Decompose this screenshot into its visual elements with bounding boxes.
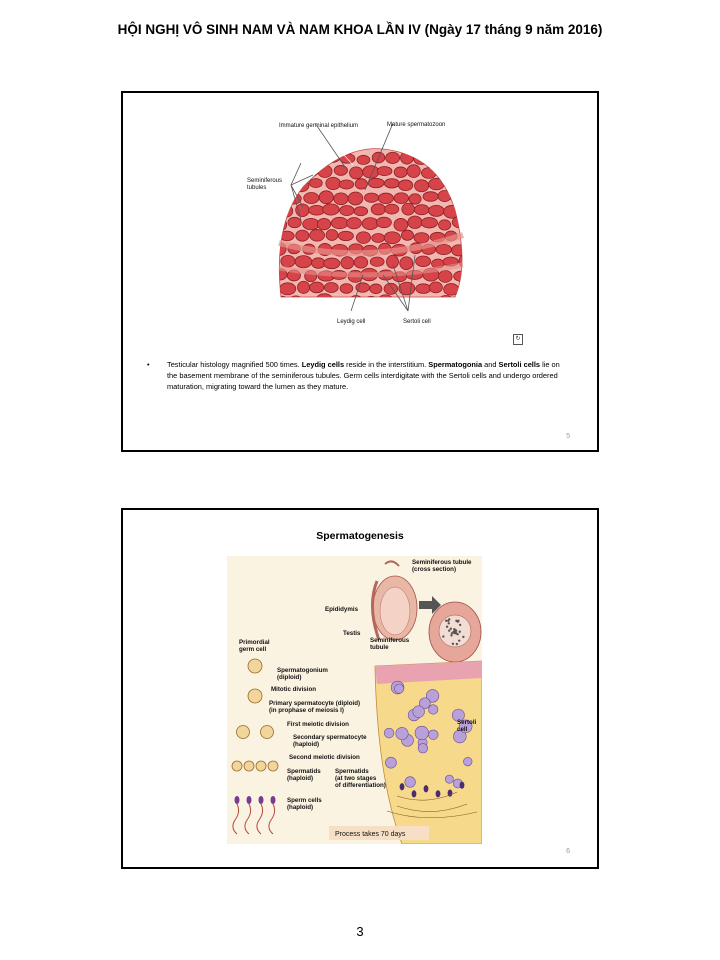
germ-cell <box>463 757 472 766</box>
tissue-cell <box>415 180 429 192</box>
label-spermatids-haploid: (haploid) <box>287 775 314 782</box>
tissue-cell <box>444 205 460 218</box>
tissue-cell <box>384 179 399 188</box>
tissue-cell <box>354 207 368 216</box>
tissue-cell <box>340 206 354 216</box>
tissue-cell <box>459 283 475 295</box>
label-sperm-haploid: (haploid) <box>287 804 314 811</box>
tissue-cell <box>439 220 451 230</box>
tissue-cell <box>438 191 451 202</box>
tissue-cell <box>424 298 437 308</box>
tissue-cell <box>399 282 415 295</box>
tissue-cell <box>364 193 378 202</box>
spermatid-cell <box>244 761 254 771</box>
label-first-meiotic: First meiotic division <box>287 721 349 728</box>
label-sperm-cells: Sperm cells <box>287 797 322 804</box>
slide-number: 6 <box>566 848 570 855</box>
tissue-cell <box>365 296 378 308</box>
slide-title: Spermatogenesis <box>316 530 404 542</box>
tissue-cell <box>421 218 437 228</box>
tissue-cell <box>319 191 333 204</box>
sperm-head <box>412 790 417 797</box>
germ-cell <box>428 730 438 740</box>
tissue-cell <box>414 205 429 215</box>
tissue-cell <box>428 205 444 216</box>
label-seminiferous: Seminiferous <box>247 178 283 184</box>
tissue-cell <box>371 204 385 215</box>
tissue-cell <box>334 165 347 175</box>
slide-6 <box>121 508 599 869</box>
label-second-meiotic: Second meiotic division <box>289 754 360 761</box>
tissue-cell <box>347 218 362 229</box>
tissue-cell <box>326 230 338 241</box>
tissue-cell <box>338 231 353 240</box>
cross-section-cell <box>450 628 452 630</box>
tissue-cell <box>445 151 458 164</box>
tissue-cell <box>339 180 353 189</box>
tissue-cell <box>429 178 445 190</box>
tissue-cell <box>324 153 339 162</box>
label-mature-spermatozoon: Mature spermatozoon <box>387 122 446 128</box>
label-primordial: Primordial <box>239 639 270 646</box>
sperm-cell-head <box>259 796 264 804</box>
tissue-cell <box>309 154 324 165</box>
cross-section-cell <box>462 636 464 638</box>
tissue-cell <box>348 192 363 205</box>
tissue-cell <box>416 284 431 294</box>
tissue-cell <box>280 283 296 295</box>
tissue-cell <box>362 218 378 230</box>
tissue-cell <box>304 193 319 204</box>
label-spermatids-right: Spermatids <box>335 768 369 775</box>
germ-cell <box>385 757 396 768</box>
tissue-cell <box>378 193 393 204</box>
tissue-cell <box>455 165 468 177</box>
testicular-histology-figure <box>233 115 493 330</box>
tissue-cell <box>416 256 431 267</box>
label-seminiferous: Seminiferous <box>370 637 410 644</box>
bold-sertoli: Sertoli cells <box>498 360 541 369</box>
tissue-cell <box>460 154 475 165</box>
spermatogenesis-figure <box>227 556 482 844</box>
tissue-cell <box>357 155 370 164</box>
tissue-cell <box>302 166 319 176</box>
tissue-cell <box>316 294 333 307</box>
tissue-cell <box>400 257 413 270</box>
label-tubule: tubule <box>370 644 389 651</box>
page-header: HỘI NGHỊ VÔ SINH NAM VÀ NAM KHOA LẦN IV (Ngày 17 tháng 9 năm 2016) <box>117 22 603 37</box>
tissue-cell <box>372 233 385 242</box>
tissue-cell <box>326 177 341 189</box>
tissue-cell <box>386 255 398 268</box>
tissue-cell <box>385 204 399 214</box>
secondary-cell <box>237 726 250 739</box>
tissue-cell <box>386 152 400 163</box>
tissue-cell <box>398 180 412 191</box>
cross-section-cell <box>456 643 458 645</box>
tissue-cell <box>376 217 391 228</box>
tissue-cell <box>402 203 415 215</box>
cross-section-cell <box>448 622 450 624</box>
label-differentiation: of differentiation) <box>335 782 386 789</box>
tissue-cell <box>300 297 317 306</box>
tissue-cell <box>310 282 324 293</box>
tissue-cell <box>401 151 414 164</box>
text-run: lie on the basement membrane of the seminiferous tubules. Germ cells interdigitate with the Sertoli cells and undergo ordered maturation, migrating toward the lumen as they mature. <box>167 360 560 391</box>
germ-cell <box>445 775 453 783</box>
text-run: and <box>482 360 499 369</box>
label-testis: Testis <box>343 630 361 637</box>
tissue-cell <box>401 230 413 240</box>
tissue-cell <box>408 216 422 228</box>
tissue-cell <box>409 194 421 204</box>
tissue-cell <box>438 165 452 177</box>
bold-leydig: Leydig cells <box>301 360 345 369</box>
germ-cell <box>396 727 408 739</box>
tissue-cell <box>423 192 438 202</box>
secondary-cell <box>261 726 274 739</box>
page-number: 3 <box>356 924 364 939</box>
cross-section-cell <box>442 635 444 637</box>
tissue-cell <box>289 296 303 308</box>
label-germ-cell: germ cell <box>239 646 267 653</box>
germ-cell <box>405 777 416 788</box>
germ-cell <box>428 705 437 714</box>
tissue-cell <box>274 296 289 308</box>
sperm-cell-head <box>235 796 240 804</box>
tissue-cell <box>394 193 409 204</box>
tissue-cell <box>297 281 309 293</box>
tissue-cell <box>354 257 368 269</box>
cross-section-cell <box>458 639 460 641</box>
label-tubules: tubules <box>247 185 267 191</box>
primordial-cell <box>248 659 262 673</box>
process-note: Process takes 70 days <box>335 831 406 838</box>
germ-cell <box>384 728 394 738</box>
tissue-cell <box>377 167 392 176</box>
tissue-cell <box>458 204 474 215</box>
cross-section-cell <box>455 620 457 622</box>
tissue-cell <box>445 177 457 190</box>
bullet-marker: • <box>147 360 150 369</box>
spermatid-cell <box>232 761 242 771</box>
label-haploid: (haploid) <box>293 741 320 748</box>
cross-section-cell <box>459 631 461 633</box>
tissue-cell <box>281 255 295 267</box>
germ-cell <box>394 684 403 693</box>
tissue-cell <box>273 193 287 204</box>
tissue-cell <box>452 216 468 227</box>
tissue-cell <box>331 217 348 228</box>
sperm-head <box>460 782 465 789</box>
label-prophase: (in prophase of meiosis I) <box>269 707 344 714</box>
tissue-cell <box>356 232 370 244</box>
sperm-head <box>424 785 429 792</box>
label-sertoli-cell: Sertoli cell <box>403 319 431 325</box>
label-spermatids: Spermatids <box>287 768 321 775</box>
tissue-cell <box>296 230 309 241</box>
tissue-cell <box>350 167 363 179</box>
bullet-text <box>167 359 567 392</box>
tissue-cell <box>288 217 301 227</box>
tissue-cell <box>407 165 420 178</box>
tissue-cell <box>394 218 408 231</box>
label-spermatogonium: Spermatogonium <box>277 667 328 674</box>
tissue-cell <box>370 284 382 294</box>
sperm-head <box>436 790 441 797</box>
tissue-cell <box>459 180 472 190</box>
label-sertoli: Sertoli <box>457 719 477 726</box>
tissue-cell <box>333 298 349 308</box>
tissue-cell <box>368 178 384 188</box>
cross-section-cell <box>448 629 450 631</box>
tissue-cell <box>324 258 340 269</box>
spermatid-cell <box>256 761 266 771</box>
tissue-cell <box>341 257 354 269</box>
tissue-cell <box>450 192 467 203</box>
label-epididymis: Epididymis <box>325 606 359 613</box>
label-leydig-cell: Leydig cell <box>337 319 366 325</box>
slide-number: 5 <box>566 433 570 440</box>
label-mitotic-division: Mitotic division <box>271 686 317 693</box>
label-two-stages: (at two stages <box>335 775 377 782</box>
cross-section-cell <box>452 643 454 645</box>
tissue-cell <box>438 271 452 283</box>
tissue-cell <box>274 219 287 231</box>
label-diploid: (diploid) <box>277 674 302 681</box>
tissue-cell <box>414 233 429 243</box>
tissue-cell <box>274 165 287 175</box>
spermatocyte-cell <box>248 689 262 703</box>
tissue-cell <box>312 258 326 269</box>
tissue-cell <box>429 282 442 293</box>
label-cross-section: (cross section) <box>412 566 457 573</box>
tissue-cell <box>334 193 348 205</box>
label-immature-epithelium: Immature germinal epithelium <box>279 123 359 129</box>
cross-section-cell <box>446 626 448 628</box>
cross-section-cell <box>453 628 455 630</box>
cross-section-cell <box>448 618 450 620</box>
sperm-head <box>400 783 405 790</box>
cross-section-cell <box>450 634 452 636</box>
tissue-cell <box>294 179 309 191</box>
tissue-cell <box>310 229 325 241</box>
label-primary-spermatocyte: Primary spermatocyte (diploid) <box>269 700 361 707</box>
cross-section-cell <box>453 632 455 634</box>
tissue-cell <box>414 154 429 164</box>
cross-section-cell <box>459 624 461 626</box>
tissue-cell <box>370 257 384 266</box>
slide5-bullet <box>147 359 567 392</box>
sperm-cell-head <box>247 796 252 804</box>
tissue-cell <box>421 168 436 179</box>
tissue-cell <box>317 218 330 229</box>
tissue-cell <box>309 178 322 187</box>
label-secondary-spermatocyte: Secondary spermatocyte <box>293 734 367 741</box>
tissue-cell <box>452 245 466 256</box>
tissue-cell <box>394 167 407 178</box>
text-run: reside in the interstitium. <box>344 360 429 369</box>
label-seminiferous-tubule-cs: Seminiferous tubule <box>412 559 472 566</box>
germ-cell <box>415 726 429 740</box>
text-run: Testicular histology magnified 500 times. <box>167 360 302 369</box>
cross-section-cell <box>456 633 458 635</box>
tissue-cell <box>384 232 400 244</box>
sperm-cell-head <box>271 796 276 804</box>
tissue-cell <box>279 152 293 163</box>
label-sertoli-cell: cell <box>457 726 468 733</box>
tissue-cell <box>280 231 294 241</box>
tissue-cell <box>280 205 293 217</box>
tissue-cell <box>303 218 320 229</box>
tissue-cell <box>436 244 452 254</box>
tissue-cell <box>378 295 392 306</box>
bold-spermatogonia: Spermatogonia <box>428 360 483 369</box>
germ-cell <box>413 706 425 718</box>
tissue-cell <box>295 256 312 268</box>
refresh-icon: ↻ <box>513 334 523 345</box>
cross-section-cell <box>445 620 447 622</box>
spermatid-cell <box>268 761 278 771</box>
slide-5 <box>121 91 599 452</box>
germ-cell <box>418 743 428 753</box>
tissue-cell <box>324 282 338 292</box>
tissue-cell <box>323 204 339 215</box>
tissue-cell <box>340 284 353 294</box>
tissue-cell <box>429 155 443 165</box>
